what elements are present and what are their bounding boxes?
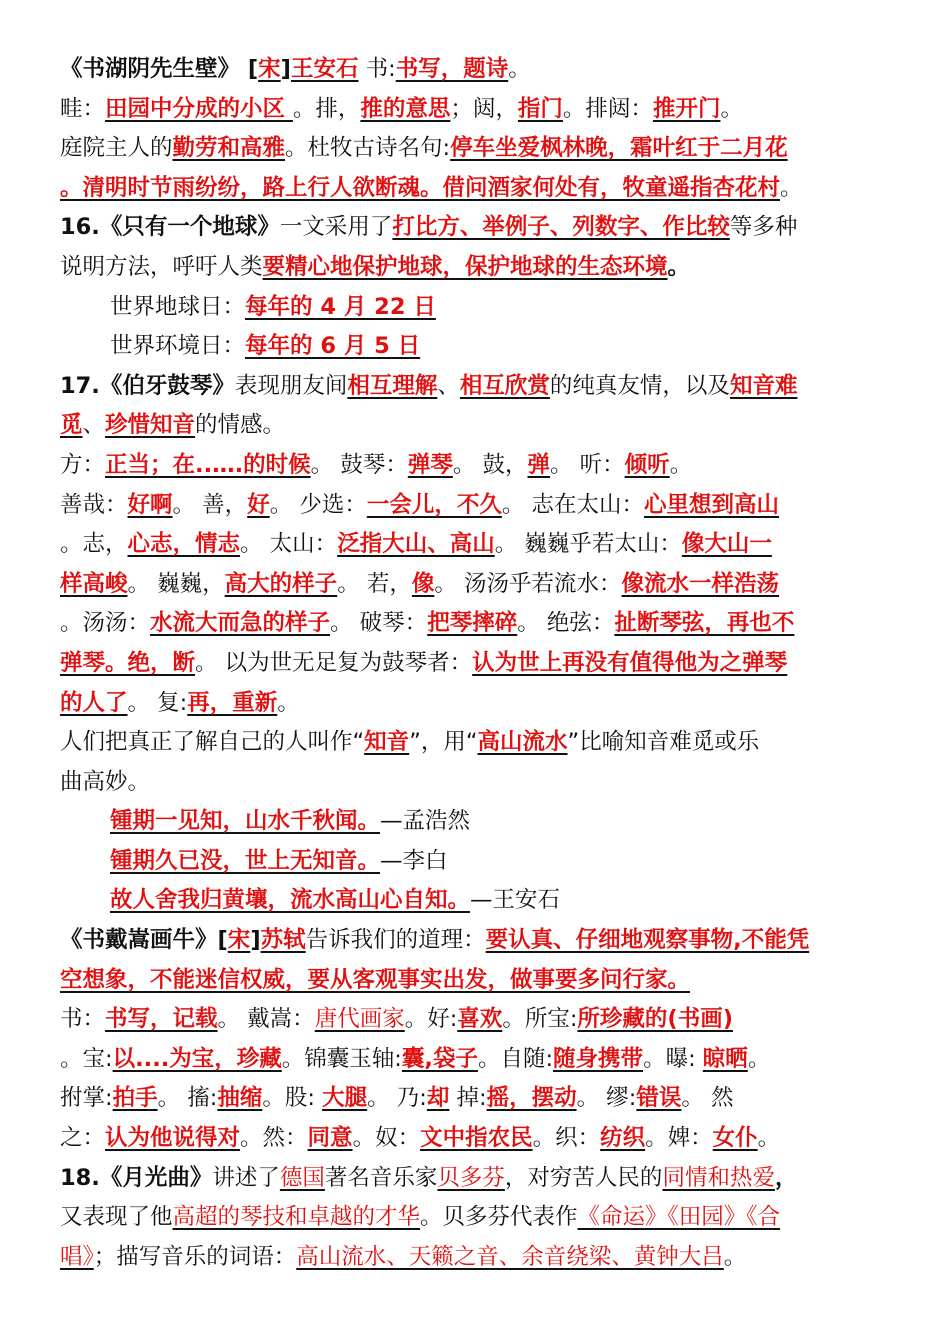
text-line: [60, 604, 910, 644]
answer-text: 喜欢: [457, 1006, 503, 1033]
text-segment: ]: [280, 56, 291, 82]
text-line: [60, 644, 910, 684]
answer-text: 停车坐爱枫林晚，霜叶红于二月花: [450, 135, 788, 162]
answer-text: 每年的 6 月 5 日: [245, 333, 421, 360]
text-segment: ，对穷苦人民的: [504, 1164, 663, 1191]
text-segment: 。 然: [681, 1085, 734, 1112]
answer-text: 抽缩: [217, 1085, 263, 1112]
text-line: [60, 723, 910, 763]
answer-text: 水流大而急的样子: [150, 610, 331, 637]
answer-text: 唱》: [60, 1243, 94, 1270]
text-segment: 又表现了他: [60, 1204, 173, 1231]
answer-text: 认为他说得对: [105, 1125, 241, 1152]
text-segment: 一文采用了: [279, 214, 393, 241]
text-segment: 。杜牧古诗名句:: [285, 135, 451, 162]
text-line: [60, 169, 910, 209]
text-segment: 曲高妙。: [60, 768, 151, 795]
answer-text: 好: [247, 491, 270, 518]
answer-text: 像流水一样浩荡: [621, 570, 780, 597]
text-segment: 。所宝:: [502, 1006, 578, 1033]
text-line: [60, 961, 910, 1001]
answer-text: 同情和热爱: [662, 1164, 775, 1191]
text-segment: 善哉：: [60, 491, 128, 518]
answer-text: 的人了: [60, 689, 128, 716]
text-line: [60, 208, 910, 248]
text-line: [60, 802, 910, 842]
text-segment: 。 戴嵩：: [217, 1006, 315, 1033]
answer-text: 泛指大山、高山: [337, 531, 495, 558]
text-segment: —李白: [380, 847, 448, 874]
answer-text: 知音: [364, 729, 410, 756]
text-segment: 。织：: [532, 1125, 601, 1152]
text-segment: 。 志在太山：: [501, 491, 645, 518]
text-segment: 。 鼓，: [452, 451, 528, 478]
text-segment: 。 以为世无足复为鼓琴者：: [195, 649, 473, 676]
text-segment: 。 若，: [337, 570, 412, 597]
text-segment: 。 巍巍，: [127, 570, 225, 597]
text-segment: ，: [774, 1164, 798, 1191]
answer-text: 推开门: [652, 95, 721, 122]
text-segment: 方：: [60, 451, 106, 478]
text-segment: 。 巍巍乎若太山：: [494, 531, 682, 558]
text-segment: 庭院主人的: [60, 135, 173, 162]
text-segment: 18.《月光曲》: [60, 1164, 213, 1191]
text-segment: 16.《只有一个地球》: [60, 214, 280, 241]
text-segment: 。 绝弦：: [517, 610, 615, 637]
text-segment: 书：: [60, 1006, 106, 1033]
text-segment: 。贝多芬代表作: [420, 1204, 578, 1231]
answer-text: 弹琴。绝，断: [60, 649, 196, 676]
text-segment: 。汤汤：: [60, 610, 151, 637]
answer-text: 心志，情志: [127, 531, 241, 558]
text-segment: 。: [757, 1125, 781, 1152]
answer-text: 宋: [227, 927, 251, 954]
text-segment: 书:: [358, 56, 396, 82]
text-line: [60, 1079, 910, 1119]
text-segment: 。锦囊玉轴:: [281, 1045, 402, 1072]
text-line: [60, 90, 910, 130]
text-segment: 。 乃:: [367, 1085, 427, 1112]
text-segment: ；闼，: [450, 95, 518, 122]
text-segment: 。奴：: [352, 1125, 421, 1152]
answer-text: 倾听: [624, 451, 670, 478]
answer-text: 唐代画家: [314, 1006, 405, 1033]
answer-text: 纺织: [600, 1125, 646, 1152]
text-segment: 。股:: [262, 1085, 323, 1112]
text-segment: 说明方法，呼吁人类: [60, 253, 263, 280]
text-segment: 。 破琴：: [330, 610, 428, 637]
answer-text: 文中指农民: [420, 1125, 533, 1152]
answer-text: 打比方、举例子、列数字、作比较: [392, 214, 730, 241]
answer-text: 书写，记载: [105, 1006, 218, 1033]
text-segment: 。: [780, 174, 803, 201]
text-line: [60, 763, 910, 803]
text-segment: 。 太山：: [240, 531, 338, 558]
answer-text: 高超的琴技和卓越的才华: [172, 1204, 421, 1231]
text-line: [60, 486, 910, 526]
answer-text: 高山流水、天籁之音、余音绕梁、黄钟大吕: [296, 1243, 724, 1270]
text-line: [60, 129, 910, 169]
answer-text: 所珍藏的(书画): [577, 1006, 733, 1033]
text-segment: 。然：: [240, 1125, 308, 1152]
text-line: [60, 1119, 910, 1159]
text-line: [60, 921, 910, 961]
answer-text: 好啊: [127, 491, 173, 518]
text-segment: 。: [667, 253, 691, 280]
text-segment: 。: [747, 1045, 771, 1072]
text-segment: 。: [723, 1243, 747, 1270]
text-segment: 《书湖阴先生壁》: [60, 56, 241, 82]
text-line: [60, 1000, 910, 1040]
text-segment: 17.《伯牙鼓琴》: [60, 372, 235, 399]
text-segment: 拊掌:: [60, 1085, 113, 1112]
text-segment: 、: [82, 412, 106, 439]
text-line: [60, 327, 910, 367]
text-segment: 。: [720, 95, 743, 122]
answer-text: 。清明时节雨纷纷，路上行人欲断魂。借问酒家何处有，牧童遥指杏花村: [60, 174, 781, 201]
answer-text: 错误: [636, 1085, 682, 1112]
text-segment: —孟浩然: [380, 808, 471, 835]
answer-text: 书写，题诗: [395, 56, 509, 82]
text-segment: 。曝:: [643, 1045, 703, 1072]
answer-text: 却: [426, 1085, 450, 1112]
text-segment: ]: [250, 927, 261, 954]
text-segment: 《书戴嵩画牛》[: [60, 927, 228, 954]
text-segment: 。自随:: [477, 1045, 554, 1072]
text-segment: 世界地球日：: [110, 293, 246, 320]
answer-text: 知音难: [729, 372, 798, 399]
answer-text: 高山流水: [477, 729, 568, 756]
answer-text: 觅: [60, 412, 83, 439]
text-segment: 。排闼：: [562, 95, 653, 122]
answer-text: 样高峻: [60, 570, 128, 597]
text-segment: 。 善，: [172, 491, 248, 518]
answer-text: 每年的 4 月 22 日: [245, 293, 436, 320]
text-line: [60, 1159, 910, 1199]
text-segment: ”，用“: [409, 729, 478, 756]
answer-text: 指门: [517, 95, 563, 122]
answer-text: 正当；在..….的时候: [105, 451, 311, 478]
text-segment: 人们把真正了解自己的人叫作“: [60, 729, 365, 756]
answer-text: 弹琴: [407, 451, 453, 478]
text-segment: 、: [437, 372, 460, 399]
answer-text: 囊,袋子: [401, 1045, 478, 1072]
text-line: [60, 1198, 910, 1238]
text-line: [60, 1040, 910, 1080]
answer-text: 弹: [527, 451, 551, 478]
text-segment: 。 听：: [550, 451, 625, 478]
text-line: [60, 684, 910, 724]
text-segment: 畦：: [60, 95, 106, 122]
text-line: [60, 406, 910, 446]
answer-text: 扯断琴弦，再也不: [614, 610, 795, 637]
answer-text: 摇，摆动: [486, 1085, 577, 1112]
text-segment: 。 缪:: [576, 1085, 637, 1112]
text-segment: 的纯真友情，以及: [549, 372, 730, 399]
text-segment: 著名音乐家: [324, 1164, 438, 1191]
answer-text: 宋: [258, 56, 281, 82]
text-segment: 的情感。: [195, 412, 286, 439]
answer-text: 女仆: [712, 1125, 758, 1152]
answer-text: 再，重新: [187, 689, 278, 716]
text-segment: 表现朋友间: [234, 372, 348, 399]
answer-text: 像大山一: [681, 531, 772, 558]
answer-text: 苏轼: [260, 927, 306, 954]
text-line: [60, 288, 910, 328]
text-line: [60, 842, 910, 882]
text-line: [60, 248, 910, 288]
answer-text: 珍惜知音: [105, 412, 196, 439]
answer-text: 田园中分成的小区: [105, 95, 293, 122]
text-line: [60, 525, 910, 565]
text-segment: 。 搐:: [157, 1085, 218, 1112]
text-segment: 。: [669, 451, 693, 478]
text-line: [60, 881, 910, 921]
text-segment: 讲述了: [212, 1164, 280, 1191]
text-line: [60, 50, 910, 90]
answer-text: 像: [411, 570, 435, 597]
answer-text: 推的意思: [360, 95, 451, 122]
text-segment: 。宝:: [60, 1045, 113, 1072]
answer-text: 空想象，不能迷信权威，要从客观事实出发，做事要多问行家。: [60, 966, 691, 993]
text-segment: ”比喻知音难觅或乐: [567, 729, 760, 756]
answer-text: 锺期一见知，山水千秋闻。: [110, 808, 381, 835]
answer-text: 高大的样子: [224, 570, 338, 597]
text-segment: 。 复:: [127, 689, 188, 716]
text-segment: 。 少选：: [269, 491, 367, 518]
answer-text: 以....为宝，珍藏: [112, 1045, 282, 1072]
text-segment: 。志，: [60, 531, 128, 558]
answer-text: 同意: [307, 1125, 353, 1152]
text-segment: [: [240, 56, 259, 82]
text-line: [60, 565, 910, 605]
text-line: [60, 446, 910, 486]
text-segment: 告诉我们的道理：: [305, 927, 486, 954]
answer-text: 要认真、仔细地观察事物,不能凭: [485, 927, 810, 954]
text-segment: 之：: [60, 1125, 106, 1152]
answer-text: 贝多芬: [437, 1164, 505, 1191]
answer-text: 《命运》《田园》《合: [577, 1204, 781, 1231]
text-segment: 掉:: [449, 1085, 487, 1112]
text-segment: 。排，: [292, 95, 361, 122]
answer-text: 王安石: [290, 56, 359, 82]
text-segment: 。好:: [404, 1006, 458, 1033]
answer-text: 要精心地保护地球，保护地球的生态环境: [262, 253, 668, 280]
text-line: [60, 367, 910, 407]
text-segment: 等多种: [729, 214, 798, 241]
text-segment: 。: [508, 56, 531, 82]
answer-text: 拍手: [112, 1085, 158, 1112]
answer-text: 晾晒: [702, 1045, 748, 1072]
answer-text: 锺期久已没，世上无知音。: [110, 847, 381, 874]
answer-text: 勤劳和高雅: [172, 135, 286, 162]
answer-text: 一会儿，不久: [366, 491, 502, 518]
text-segment: 世界环境日：: [110, 333, 246, 360]
answer-text: 心里想到高山: [644, 491, 780, 518]
answer-text: 认为世上再没有值得他为之弹琴: [472, 649, 788, 676]
text-segment: ；描写音乐的词语：: [93, 1243, 297, 1270]
text-line: [60, 1238, 910, 1278]
answer-text: 相互理解: [347, 372, 438, 399]
text-segment: 。 汤汤乎若流水：: [434, 570, 622, 597]
text-segment: 。: [277, 689, 300, 716]
text-segment: 。婢：: [645, 1125, 713, 1152]
answer-text: 故人舍我归黄壤，流水高山心自知。: [110, 887, 471, 914]
answer-text: 随身携带: [553, 1045, 644, 1072]
answer-text: 德国: [279, 1164, 325, 1191]
answer-text: 把琴摔碎: [427, 610, 518, 637]
answer-text: 大腿: [322, 1085, 368, 1112]
text-segment: —王安石: [470, 887, 561, 914]
answer-text: 相互欣赏: [459, 372, 550, 399]
text-segment: 。 鼓琴：: [310, 451, 408, 478]
